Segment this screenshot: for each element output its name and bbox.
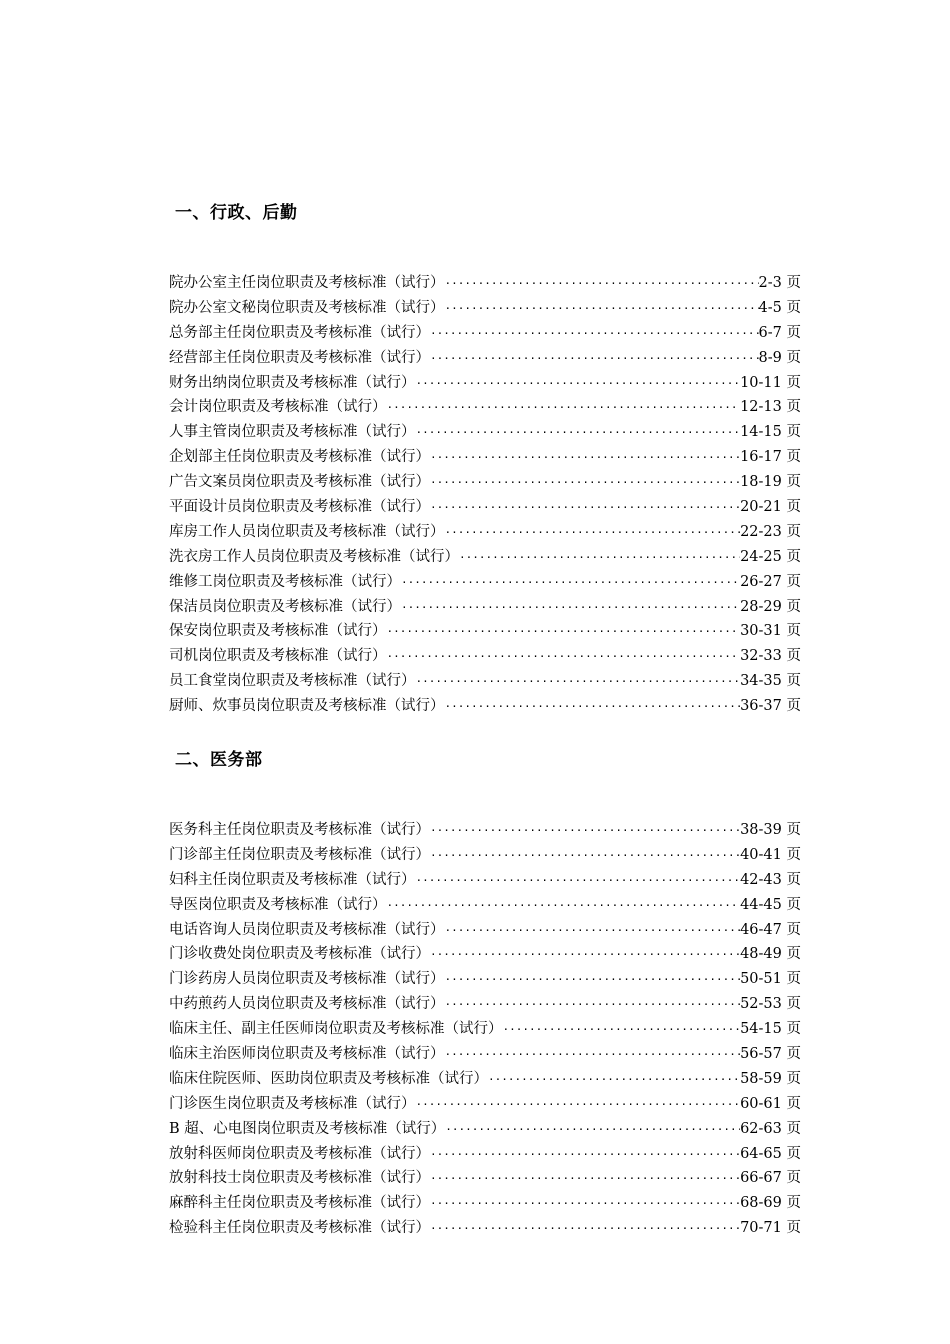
toc-entry-label: 导医岗位职责及考核标准（试行）: [169, 896, 387, 913]
toc-entry-page-number: 58-59 页: [740, 1070, 801, 1087]
dot-leader: [416, 421, 741, 446]
toc-entry[interactable]: [169, 893, 801, 918]
dot-leader: [416, 1093, 741, 1118]
toc-entry-page-number: 26-27 页: [740, 573, 801, 590]
dot-leader: [445, 297, 759, 322]
toc-entry[interactable]: [169, 1216, 801, 1241]
toc-entry-page-number: 46-47 页: [740, 921, 801, 938]
toc-entry-label: 门诊药房人员岗位职责及考核标准（试行）: [169, 971, 445, 988]
dot-leader: [430, 819, 740, 844]
toc-entry-label: 门诊医生岗位职责及考核标准（试行）: [169, 1095, 416, 1112]
toc-entry[interactable]: [169, 644, 801, 669]
toc-entry-label: 检验科主任岗位职责及考核标准（试行）: [169, 1220, 430, 1237]
toc-entry-label: 员工食堂岗位职责及考核标准（试行）: [169, 673, 416, 690]
toc-entry-label: 广告文案员岗位职责及考核标准（试行）: [169, 474, 430, 491]
toc-entry-label: 妇科主任岗位职责及考核标准（试行）: [169, 871, 416, 888]
toc-entry-page-number: 34-35 页: [740, 673, 801, 690]
toc-entry-page-number: 36-37 页: [740, 698, 801, 715]
toc-entry[interactable]: [169, 570, 801, 595]
toc-entry-page-number: 44-45 页: [740, 896, 801, 913]
section-title-admin: 一、行政、后勤: [175, 203, 298, 223]
toc-entry-page-number: 2-3 页: [758, 275, 801, 291]
dot-leader: [401, 596, 740, 621]
dot-leader: [387, 894, 741, 919]
dot-leader: [387, 645, 741, 670]
toc-entry[interactable]: [169, 495, 801, 520]
toc-entry-page-number: 42-43 页: [740, 871, 801, 888]
toc-entry-label: 司机岗位职责及考核标准（试行）: [169, 648, 387, 665]
toc-entry[interactable]: [169, 1166, 801, 1191]
toc-entry-label: B 超、心电图岗位职责及考核标准（试行）: [169, 1120, 446, 1137]
toc-entry[interactable]: [169, 470, 801, 495]
dot-leader: [459, 546, 740, 571]
toc-entry-page-number: 70-71 页: [740, 1220, 801, 1237]
toc-entry-page-number: 66-67 页: [740, 1170, 801, 1187]
toc-entry-label: 库房工作人员岗位职责及考核标准（试行）: [169, 523, 445, 540]
toc-entry-page-number: 22-23 页: [740, 523, 801, 540]
toc-entry-page-number: 24-25 页: [740, 548, 801, 565]
toc-entry[interactable]: [169, 545, 801, 570]
toc-entry[interactable]: [169, 445, 801, 470]
toc-entry-page-number: 60-61 页: [740, 1095, 801, 1112]
dot-leader: [488, 1068, 740, 1093]
toc-entry-label: 保洁员岗位职责及考核标准（试行）: [169, 598, 401, 615]
dot-leader: [387, 620, 741, 645]
toc-entry-label: 经营部主任岗位职责及考核标准（试行）: [169, 349, 430, 366]
dot-leader: [430, 496, 740, 521]
toc-entry[interactable]: [169, 868, 801, 893]
dot-leader: [430, 1167, 740, 1192]
dot-leader: [430, 347, 759, 372]
toc-entry[interactable]: [169, 669, 801, 694]
toc-entry-label: 门诊收费处岗位职责及考核标准（试行）: [169, 946, 430, 963]
toc-entry-page-number: 16-17 页: [740, 449, 801, 466]
toc-entry-label: 会计岗位职责及考核标准（试行）: [169, 399, 387, 416]
dot-leader: [430, 1143, 740, 1168]
toc-entry[interactable]: [169, 296, 801, 321]
toc-entry-label: 放射科技士岗位职责及考核标准（试行）: [169, 1170, 430, 1187]
toc-entry-page-number: 64-65 页: [740, 1145, 801, 1162]
toc-entry-page-number: 56-57 页: [740, 1046, 801, 1063]
dot-leader: [401, 571, 740, 596]
toc-entry-label: 医务科主任岗位职责及考核标准（试行）: [169, 822, 430, 838]
toc-entry-label: 人事主管岗位职责及考核标准（试行）: [169, 424, 416, 441]
toc-entry[interactable]: [169, 967, 801, 992]
dot-leader: [416, 670, 741, 695]
dot-leader: [445, 272, 759, 297]
toc-entry[interactable]: [169, 694, 801, 719]
toc-entry[interactable]: [169, 1142, 801, 1167]
toc-entry-page-number: 62-63 页: [740, 1120, 801, 1137]
toc-entry-label: 总务部主任岗位职责及考核标准（试行）: [169, 324, 430, 341]
dot-leader: [445, 919, 741, 944]
toc-entry[interactable]: [169, 520, 801, 545]
toc-entry-label: 临床主任、副主任医师岗位职责及考核标准（试行）: [169, 1021, 503, 1038]
toc-entry-page-number: 38-39 页: [740, 822, 801, 838]
toc-entry-label: 保安岗位职责及考核标准（试行）: [169, 623, 387, 640]
toc-entry-page-number: 12-13 页: [740, 399, 801, 416]
toc-entry-page-number: 52-53 页: [740, 996, 801, 1013]
dot-leader: [430, 943, 740, 968]
dot-leader: [430, 1192, 740, 1217]
toc-list-admin: [169, 271, 801, 719]
toc-entry-page-number: 20-21 页: [740, 499, 801, 516]
toc-entry[interactable]: [169, 1117, 801, 1142]
toc-entry-label: 院办公室主任岗位职责及考核标准（试行）: [169, 275, 445, 291]
toc-entry[interactable]: [169, 1092, 801, 1117]
toc-entry[interactable]: [169, 918, 801, 943]
toc-entry-page-number: 8-9 页: [758, 349, 801, 366]
toc-entry-page-number: 50-51 页: [740, 971, 801, 988]
toc-entry[interactable]: [169, 346, 801, 371]
dot-leader: [430, 322, 759, 347]
toc-entry[interactable]: [169, 1017, 801, 1042]
toc-entry-page-number: 54-15 页: [740, 1021, 801, 1038]
toc-entry-page-number: 30-31 页: [740, 623, 801, 640]
dot-leader: [445, 1043, 741, 1068]
toc-entry-page-number: 28-29 页: [740, 598, 801, 615]
toc-entry-label: 平面设计员岗位职责及考核标准（试行）: [169, 499, 430, 516]
toc-entry[interactable]: [169, 271, 801, 296]
toc-entry-page-number: 10-11 页: [740, 374, 801, 391]
dot-leader: [430, 1217, 740, 1242]
toc-entry[interactable]: [169, 942, 801, 967]
dot-leader: [430, 446, 740, 471]
dot-leader: [445, 1118, 740, 1143]
dot-leader: [445, 993, 741, 1018]
dot-leader: [445, 695, 741, 720]
toc-list-medical: [169, 818, 801, 1241]
toc-entry[interactable]: [169, 420, 801, 445]
toc-entry-label: 电话咨询人员岗位职责及考核标准（试行）: [169, 921, 445, 938]
dot-leader: [445, 521, 741, 546]
toc-entry[interactable]: [169, 1191, 801, 1216]
toc-entry[interactable]: [169, 818, 801, 843]
toc-entry[interactable]: [169, 595, 801, 620]
dot-leader: [387, 396, 741, 421]
toc-entry-label: 放射科医师岗位职责及考核标准（试行）: [169, 1145, 430, 1162]
toc-entry[interactable]: [169, 395, 801, 420]
toc-entry-page-number: 4-5 页: [758, 299, 801, 316]
toc-entry[interactable]: [169, 371, 801, 396]
toc-entry-label: 麻醉科主任岗位职责及考核标准（试行）: [169, 1195, 430, 1212]
toc-entry-label: 院办公室文秘岗位职责及考核标准（试行）: [169, 299, 445, 316]
toc-entry-label: 门诊部主任岗位职责及考核标准（试行）: [169, 846, 430, 863]
toc-entry-label: 厨师、炊事员岗位职责及考核标准（试行）: [169, 698, 445, 715]
toc-entry-label: 维修工岗位职责及考核标准（试行）: [169, 573, 401, 590]
dot-leader: [430, 471, 740, 496]
dot-leader: [445, 968, 741, 993]
toc-entry-page-number: 48-49 页: [740, 946, 801, 963]
toc-entry[interactable]: [169, 619, 801, 644]
dot-leader: [503, 1018, 741, 1043]
section-title-medical: 二、医务部: [175, 750, 263, 770]
toc-entry[interactable]: [169, 1067, 801, 1092]
toc-entry-page-number: 40-41 页: [740, 846, 801, 863]
dot-leader: [416, 372, 741, 397]
toc-entry[interactable]: [169, 1042, 801, 1067]
toc-entry-label: 中药煎药人员岗位职责及考核标准（试行）: [169, 996, 445, 1013]
toc-entry-label: 临床主治医师岗位职责及考核标准（试行）: [169, 1046, 445, 1063]
dot-leader: [416, 869, 741, 894]
toc-entry-page-number: 32-33 页: [740, 648, 801, 665]
toc-entry-page-number: 68-69 页: [740, 1195, 801, 1212]
toc-entry[interactable]: [169, 321, 801, 346]
toc-entry-page-number: 6-7 页: [758, 324, 801, 341]
dot-leader: [430, 844, 740, 869]
toc-entry[interactable]: [169, 843, 801, 868]
toc-entry-label: 财务出纳岗位职责及考核标准（试行）: [169, 374, 416, 391]
toc-entry-label: 洗衣房工作人员岗位职责及考核标准（试行）: [169, 548, 459, 565]
toc-entry-label: 企划部主任岗位职责及考核标准（试行）: [169, 449, 430, 466]
toc-entry-label: 临床住院医师、医助岗位职责及考核标准（试行）: [169, 1070, 488, 1087]
toc-entry-page-number: 14-15 页: [740, 424, 801, 441]
toc-entry-page-number: 18-19 页: [740, 474, 801, 491]
toc-entry[interactable]: [169, 992, 801, 1017]
